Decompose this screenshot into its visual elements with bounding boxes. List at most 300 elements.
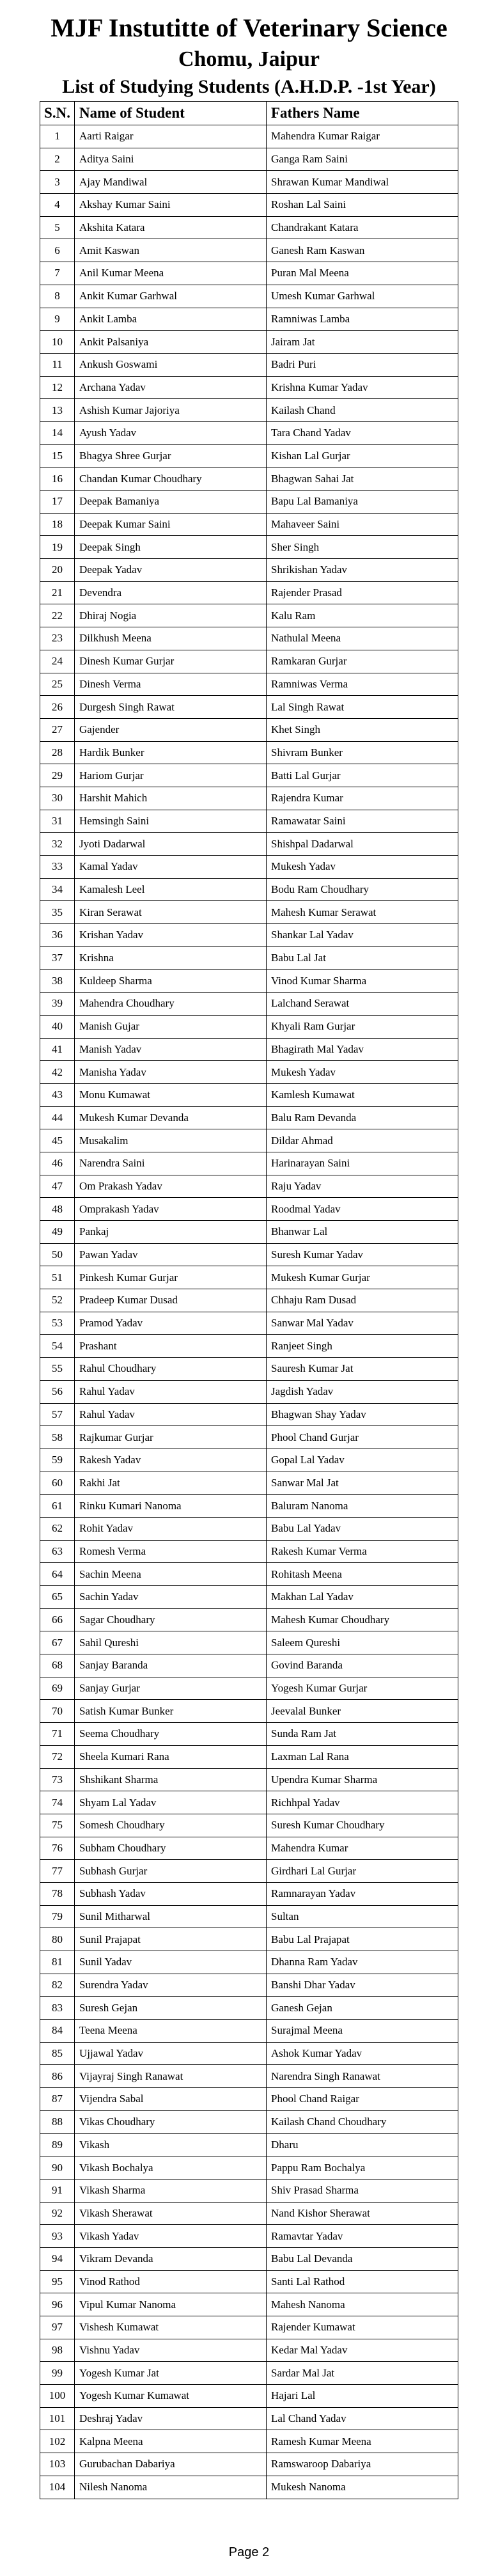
cell-fathers-name: Ashok Kumar Yadav — [267, 2042, 458, 2065]
table-row — [40, 421, 458, 444]
cell-sn: 45 — [40, 1129, 75, 1152]
table-row — [40, 536, 458, 559]
cell-sn: 25 — [40, 673, 75, 696]
cell-student-name: Pankaj — [75, 1221, 267, 1244]
cell-sn: 104 — [40, 2476, 75, 2499]
table-row — [40, 1015, 458, 1038]
cell-sn: 13 — [40, 399, 75, 422]
table-row — [40, 993, 458, 1016]
table-row — [40, 1243, 458, 1266]
cell-sn: 96 — [40, 2293, 75, 2316]
cell-student-name: Vijendra Sabal — [75, 2088, 267, 2111]
cell-fathers-name: Lalchand Serawat — [267, 993, 458, 1016]
cell-fathers-name: Lal Chand Yadav — [267, 2407, 458, 2430]
cell-fathers-name: Chandrakant Katara — [267, 216, 458, 239]
table-row — [40, 1198, 458, 1221]
cell-sn: 98 — [40, 2339, 75, 2362]
table-header-row — [40, 102, 458, 125]
document-header — [0, 12, 498, 100]
cell-fathers-name: Yogesh Kumar Gurjar — [267, 1677, 458, 1700]
cell-student-name: Shyam Lal Yadav — [75, 1791, 267, 1814]
cell-student-name: Vishesh Kumawat — [75, 2316, 267, 2339]
cell-student-name: Satish Kumar Bunker — [75, 1700, 267, 1723]
table-row — [40, 787, 458, 810]
table-row — [40, 924, 458, 947]
table-row — [40, 1038, 458, 1061]
table-row — [40, 1083, 458, 1106]
cell-student-name: Devendra — [75, 581, 267, 604]
cell-sn: 88 — [40, 2110, 75, 2133]
cell-fathers-name: Narendra Singh Ranawat — [267, 2065, 458, 2088]
cell-student-name: Surendra Yadav — [75, 1974, 267, 1997]
cell-student-name: Om Prakash Yadav — [75, 1175, 267, 1198]
cell-fathers-name: Baluram Nanoma — [267, 1495, 458, 1518]
cell-student-name: Manish Yadav — [75, 1038, 267, 1061]
cell-student-name: Amit Kaswan — [75, 239, 267, 262]
cell-sn: 91 — [40, 2179, 75, 2202]
table-row — [40, 1814, 458, 1837]
cell-student-name: Yogesh Kumar Kumawat — [75, 2385, 267, 2408]
table-row — [40, 970, 458, 993]
cell-student-name: Hemsingh Saini — [75, 810, 267, 833]
cell-fathers-name: Dildar Ahmad — [267, 1129, 458, 1152]
cell-student-name: Dilkhush Meena — [75, 627, 267, 650]
table-row — [40, 2020, 458, 2043]
table-row — [40, 718, 458, 741]
cell-fathers-name: Mahendra Kumar Raigar — [267, 125, 458, 148]
location-subtitle: Chomu, Jaipur — [178, 47, 320, 71]
table-row — [40, 673, 458, 696]
cell-sn: 41 — [40, 1038, 75, 1061]
cell-sn: 23 — [40, 627, 75, 650]
cell-sn: 87 — [40, 2088, 75, 2111]
cell-fathers-name: Suresh Kumar Choudhary — [267, 1814, 458, 1837]
table-row — [40, 1951, 458, 1974]
cell-sn: 47 — [40, 1175, 75, 1198]
cell-sn: 42 — [40, 1061, 75, 1084]
cell-student-name: Ankit Lamba — [75, 308, 267, 331]
cell-sn: 1 — [40, 125, 75, 148]
cell-fathers-name: Ramswaroop Dabariya — [267, 2453, 458, 2476]
table-row — [40, 559, 458, 582]
table-row — [40, 1266, 458, 1289]
cell-fathers-name: Richhpal Yadav — [267, 1791, 458, 1814]
cell-fathers-name: Puran Mal Meena — [267, 262, 458, 285]
cell-sn: 38 — [40, 970, 75, 993]
cell-student-name: Subham Choudhary — [75, 1837, 267, 1860]
table-row — [40, 2202, 458, 2225]
table-row — [40, 581, 458, 604]
cell-sn: 54 — [40, 1335, 75, 1358]
cell-student-name: Romesh Verma — [75, 1540, 267, 1563]
cell-student-name: Deepak Bamaniya — [75, 491, 267, 514]
cell-student-name: Hardik Bunker — [75, 741, 267, 764]
cell-student-name: Sahil Qureshi — [75, 1631, 267, 1654]
cell-fathers-name: Ramawatar Saini — [267, 810, 458, 833]
cell-sn: 62 — [40, 1517, 75, 1540]
cell-student-name: Omprakash Yadav — [75, 1198, 267, 1221]
table-row — [40, 262, 458, 285]
table-row — [40, 2042, 458, 2065]
cell-sn: 50 — [40, 1243, 75, 1266]
cell-student-name: Akshay Kumar Saini — [75, 194, 267, 217]
cell-fathers-name: Mukesh Nanoma — [267, 2476, 458, 2499]
cell-fathers-name: Babu Lal Jat — [267, 946, 458, 970]
cell-fathers-name: Tara Chand Yadav — [267, 421, 458, 444]
cell-sn: 86 — [40, 2065, 75, 2088]
cell-student-name: Krishan Yadav — [75, 924, 267, 947]
cell-sn: 58 — [40, 1426, 75, 1449]
cell-sn: 18 — [40, 513, 75, 536]
cell-sn: 37 — [40, 946, 75, 970]
cell-fathers-name: Kamlesh Kumawat — [267, 1083, 458, 1106]
cell-student-name: Vikram Devanda — [75, 2247, 267, 2270]
table-row — [40, 946, 458, 970]
cell-fathers-name: Sunda Ram Jat — [267, 1723, 458, 1746]
cell-student-name: Vipul Kumar Nanoma — [75, 2293, 267, 2316]
table-row — [40, 1974, 458, 1997]
cell-sn: 69 — [40, 1677, 75, 1700]
cell-student-name: Deepak Yadav — [75, 559, 267, 582]
cell-fathers-name: Roshan Lal Saini — [267, 194, 458, 217]
cell-sn: 43 — [40, 1083, 75, 1106]
cell-fathers-name: Mahaveer Saini — [267, 513, 458, 536]
cell-student-name: Rahul Choudhary — [75, 1358, 267, 1381]
cell-sn: 26 — [40, 696, 75, 719]
table-row — [40, 1791, 458, 1814]
cell-student-name: Subhash Yadav — [75, 1882, 267, 1905]
cell-sn: 65 — [40, 1586, 75, 1609]
table-row — [40, 1289, 458, 1312]
cell-fathers-name: Ranjeet Singh — [267, 1335, 458, 1358]
cell-sn: 71 — [40, 1723, 75, 1746]
cell-student-name: Akshita Katara — [75, 216, 267, 239]
cell-student-name: Kuldeep Sharma — [75, 970, 267, 993]
cell-sn: 19 — [40, 536, 75, 559]
cell-fathers-name: Babu Lal Yadav — [267, 1517, 458, 1540]
cell-student-name: Ashish Kumar Jajoriya — [75, 399, 267, 422]
table-row — [40, 2225, 458, 2248]
cell-fathers-name: Sauresh Kumar Jat — [267, 1358, 458, 1381]
table-row — [40, 1517, 458, 1540]
cell-fathers-name: Laxman Lal Rana — [267, 1745, 458, 1768]
cell-fathers-name: Babu Lal Devanda — [267, 2247, 458, 2270]
table-row — [40, 216, 458, 239]
cell-student-name: Rakesh Yadav — [75, 1449, 267, 1472]
cell-student-name: Manish Gujar — [75, 1015, 267, 1038]
table-row — [40, 1472, 458, 1495]
table-row — [40, 1358, 458, 1381]
cell-sn: 17 — [40, 491, 75, 514]
cell-fathers-name: Vinod Kumar Sharma — [267, 970, 458, 993]
cell-fathers-name: Krishna Kumar Yadav — [267, 376, 458, 399]
table-row — [40, 1928, 458, 1951]
cell-fathers-name: Ganga Ram Saini — [267, 148, 458, 171]
table-row — [40, 308, 458, 331]
cell-fathers-name: Shivram Bunker — [267, 741, 458, 764]
cell-student-name: Seema Choudhary — [75, 1723, 267, 1746]
cell-student-name: Kalpna Meena — [75, 2430, 267, 2453]
table-row — [40, 1540, 458, 1563]
cell-fathers-name: Santi Lal Rathod — [267, 2270, 458, 2293]
table-row — [40, 1335, 458, 1358]
cell-fathers-name: Mukesh Yadav — [267, 1061, 458, 1084]
table-row — [40, 1106, 458, 1129]
table-row — [40, 125, 458, 148]
cell-sn: 53 — [40, 1312, 75, 1335]
cell-student-name: Vikash Yadav — [75, 2225, 267, 2248]
cell-fathers-name: Khet Singh — [267, 718, 458, 741]
table-row — [40, 2362, 458, 2385]
cell-sn: 77 — [40, 1860, 75, 1883]
cell-sn: 7 — [40, 262, 75, 285]
table-row — [40, 1380, 458, 1403]
cell-fathers-name: Kedar Mal Yadav — [267, 2339, 458, 2362]
table-row — [40, 1905, 458, 1928]
cell-student-name: Sanjay Baranda — [75, 1654, 267, 1677]
cell-sn: 103 — [40, 2453, 75, 2476]
cell-student-name: Somesh Choudhary — [75, 1814, 267, 1837]
cell-student-name: Archana Yadav — [75, 376, 267, 399]
cell-fathers-name: Bapu Lal Bamaniya — [267, 491, 458, 514]
cell-fathers-name: Shishpal Dadarwal — [267, 833, 458, 856]
table-row — [40, 764, 458, 787]
cell-student-name: Rakhi Jat — [75, 1472, 267, 1495]
cell-fathers-name: Phool Chand Raigar — [267, 2088, 458, 2111]
cell-fathers-name: Mahesh Nanoma — [267, 2293, 458, 2316]
cell-fathers-name: Upendra Kumar Sharma — [267, 1768, 458, 1791]
cell-sn: 99 — [40, 2362, 75, 2385]
cell-sn: 22 — [40, 604, 75, 627]
cell-sn: 101 — [40, 2407, 75, 2430]
cell-fathers-name: Mukesh Yadav — [267, 856, 458, 879]
cell-fathers-name: Pappu Ram Bochalya — [267, 2156, 458, 2179]
table-row — [40, 513, 458, 536]
table-row — [40, 2316, 458, 2339]
cell-student-name: Yogesh Kumar Jat — [75, 2362, 267, 2385]
cell-fathers-name: Bhagirath Mal Yadav — [267, 1038, 458, 1061]
table-row — [40, 467, 458, 491]
cell-student-name: Aditya Saini — [75, 148, 267, 171]
cell-fathers-name: Saleem Qureshi — [267, 1631, 458, 1654]
table-row — [40, 239, 458, 262]
cell-sn: 70 — [40, 1700, 75, 1723]
cell-student-name: Pramod Yadav — [75, 1312, 267, 1335]
cell-sn: 49 — [40, 1221, 75, 1244]
cell-sn: 72 — [40, 1745, 75, 1768]
table-row — [40, 856, 458, 879]
table-row — [40, 171, 458, 194]
cell-sn: 84 — [40, 2020, 75, 2043]
cell-sn: 21 — [40, 581, 75, 604]
cell-sn: 2 — [40, 148, 75, 171]
cell-fathers-name: Jagdish Yadav — [267, 1380, 458, 1403]
cell-student-name: Dinesh Kumar Gurjar — [75, 650, 267, 673]
cell-fathers-name: Kailash Chand — [267, 399, 458, 422]
cell-sn: 27 — [40, 718, 75, 741]
cell-fathers-name: Ramniwas Verma — [267, 673, 458, 696]
cell-student-name: Rahul Yadav — [75, 1403, 267, 1426]
cell-fathers-name: Mahesh Kumar Choudhary — [267, 1608, 458, 1631]
cell-student-name: Deepak Kumar Saini — [75, 513, 267, 536]
cell-sn: 94 — [40, 2247, 75, 2270]
page-number: Page 2 — [228, 2545, 270, 2559]
table-row — [40, 1654, 458, 1677]
cell-fathers-name: Shankar Lal Yadav — [267, 924, 458, 947]
table-row — [40, 2179, 458, 2202]
cell-fathers-name: Kishan Lal Gurjar — [267, 444, 458, 467]
cell-fathers-name: Bhanwar Lal — [267, 1221, 458, 1244]
table-row — [40, 2088, 458, 2111]
cell-sn: 31 — [40, 810, 75, 833]
table-row — [40, 1586, 458, 1609]
table-row — [40, 1449, 458, 1472]
cell-sn: 79 — [40, 1905, 75, 1928]
cell-sn: 76 — [40, 1837, 75, 1860]
cell-student-name: Suresh Gejan — [75, 1997, 267, 2020]
cell-sn: 95 — [40, 2270, 75, 2293]
table-row — [40, 2407, 458, 2430]
cell-student-name: Rahul Yadav — [75, 1380, 267, 1403]
cell-sn: 80 — [40, 1928, 75, 1951]
cell-student-name: Krishna — [75, 946, 267, 970]
table-row — [40, 1129, 458, 1152]
cell-student-name: Ajay Mandiwal — [75, 171, 267, 194]
table-row — [40, 2156, 458, 2179]
table-row — [40, 2110, 458, 2133]
table-row — [40, 399, 458, 422]
cell-sn: 66 — [40, 1608, 75, 1631]
table-row — [40, 696, 458, 719]
table-row — [40, 901, 458, 924]
table-row — [40, 1882, 458, 1905]
cell-sn: 100 — [40, 2385, 75, 2408]
cell-sn: 29 — [40, 764, 75, 787]
cell-sn: 5 — [40, 216, 75, 239]
cell-fathers-name: Sanwar Mal Yadav — [267, 1312, 458, 1335]
cell-sn: 32 — [40, 833, 75, 856]
table-row — [40, 1152, 458, 1175]
cell-sn: 30 — [40, 787, 75, 810]
cell-sn: 68 — [40, 1654, 75, 1677]
cell-fathers-name: Govind Baranda — [267, 1654, 458, 1677]
cell-fathers-name: Rajender Prasad — [267, 581, 458, 604]
cell-sn: 52 — [40, 1289, 75, 1312]
cell-student-name: Pawan Yadav — [75, 1243, 267, 1266]
cell-sn: 24 — [40, 650, 75, 673]
table-row — [40, 2293, 458, 2316]
cell-sn: 35 — [40, 901, 75, 924]
cell-fathers-name: Ganesh Ram Kaswan — [267, 239, 458, 262]
cell-fathers-name: Mahesh Kumar Serawat — [267, 901, 458, 924]
table-row — [40, 1221, 458, 1244]
cell-fathers-name: Rajendra Kumar — [267, 787, 458, 810]
cell-student-name: Vinod Rathod — [75, 2270, 267, 2293]
cell-sn: 33 — [40, 856, 75, 879]
cell-sn: 64 — [40, 1563, 75, 1586]
cell-fathers-name: Ramnarayan Yadav — [267, 1882, 458, 1905]
table-row — [40, 627, 458, 650]
cell-student-name: Rinku Kumari Nanoma — [75, 1495, 267, 1518]
column-header-fathers-name: Fathers Name — [267, 102, 458, 125]
table-row — [40, 444, 458, 467]
table-row — [40, 1631, 458, 1654]
cell-student-name: Mahendra Choudhary — [75, 993, 267, 1016]
cell-student-name: Deepak Singh — [75, 536, 267, 559]
table-row — [40, 1608, 458, 1631]
cell-fathers-name: Kalu Ram — [267, 604, 458, 627]
cell-fathers-name: Jeevalal Bunker — [267, 1700, 458, 1723]
cell-student-name: Vikas Choudhary — [75, 2110, 267, 2133]
table-row — [40, 1997, 458, 2020]
cell-sn: 11 — [40, 353, 75, 376]
cell-fathers-name: Bhagwan Shay Yadav — [267, 1403, 458, 1426]
cell-student-name: Ankush Goswami — [75, 353, 267, 376]
cell-sn: 6 — [40, 239, 75, 262]
cell-student-name: Gajender — [75, 718, 267, 741]
cell-fathers-name: Nathulal Meena — [267, 627, 458, 650]
cell-sn: 83 — [40, 1997, 75, 2020]
cell-student-name: Vishnu Yadav — [75, 2339, 267, 2362]
cell-student-name: Durgesh Singh Rawat — [75, 696, 267, 719]
cell-sn: 60 — [40, 1472, 75, 1495]
cell-fathers-name: Rohitash Meena — [267, 1563, 458, 1586]
table-row — [40, 878, 458, 901]
table-row — [40, 1175, 458, 1198]
table-row — [40, 491, 458, 514]
cell-student-name: Sachin Meena — [75, 1563, 267, 1586]
cell-student-name: Sagar Choudhary — [75, 1608, 267, 1631]
cell-student-name: Hariom Gurjar — [75, 764, 267, 787]
cell-fathers-name: Banshi Dhar Yadav — [267, 1974, 458, 1997]
cell-student-name: Narendra Saini — [75, 1152, 267, 1175]
cell-fathers-name: Sher Singh — [267, 536, 458, 559]
cell-student-name: Vikash Sherawat — [75, 2202, 267, 2225]
cell-fathers-name: Ramavtar Yadav — [267, 2225, 458, 2248]
cell-fathers-name: Chhaju Ram Dusad — [267, 1289, 458, 1312]
cell-fathers-name: Ramkaran Gurjar — [267, 650, 458, 673]
cell-fathers-name: Rajender Kumawat — [267, 2316, 458, 2339]
table-row — [40, 2270, 458, 2293]
cell-fathers-name: Girdhari Lal Gurjar — [267, 1860, 458, 1883]
cell-fathers-name: Shiv Prasad Sharma — [267, 2179, 458, 2202]
table-body — [40, 125, 458, 2499]
cell-student-name: Ujjawal Yadav — [75, 2042, 267, 2065]
cell-fathers-name: Bhagwan Sahai Jat — [267, 467, 458, 491]
cell-student-name: Vikash Sharma — [75, 2179, 267, 2202]
cell-fathers-name: Mahendra Kumar — [267, 1837, 458, 1860]
cell-fathers-name: Balu Ram Devanda — [267, 1106, 458, 1129]
student-table — [40, 101, 458, 2499]
cell-student-name: Rajkumar Gurjar — [75, 1426, 267, 1449]
cell-sn: 78 — [40, 1882, 75, 1905]
table-row — [40, 2453, 458, 2476]
cell-student-name: Sunil Prajapat — [75, 1928, 267, 1951]
table-row — [40, 1426, 458, 1449]
cell-student-name: Sheela Kumari Rana — [75, 1745, 267, 1768]
table-row — [40, 285, 458, 308]
cell-fathers-name: Sultan — [267, 1905, 458, 1928]
cell-sn: 36 — [40, 924, 75, 947]
cell-student-name: Shshikant Sharma — [75, 1768, 267, 1791]
table-row — [40, 1723, 458, 1746]
cell-sn: 12 — [40, 376, 75, 399]
table-row — [40, 1768, 458, 1791]
cell-student-name: Dinesh Verma — [75, 673, 267, 696]
cell-sn: 90 — [40, 2156, 75, 2179]
cell-student-name: Jyoti Dadarwal — [75, 833, 267, 856]
cell-sn: 16 — [40, 467, 75, 491]
